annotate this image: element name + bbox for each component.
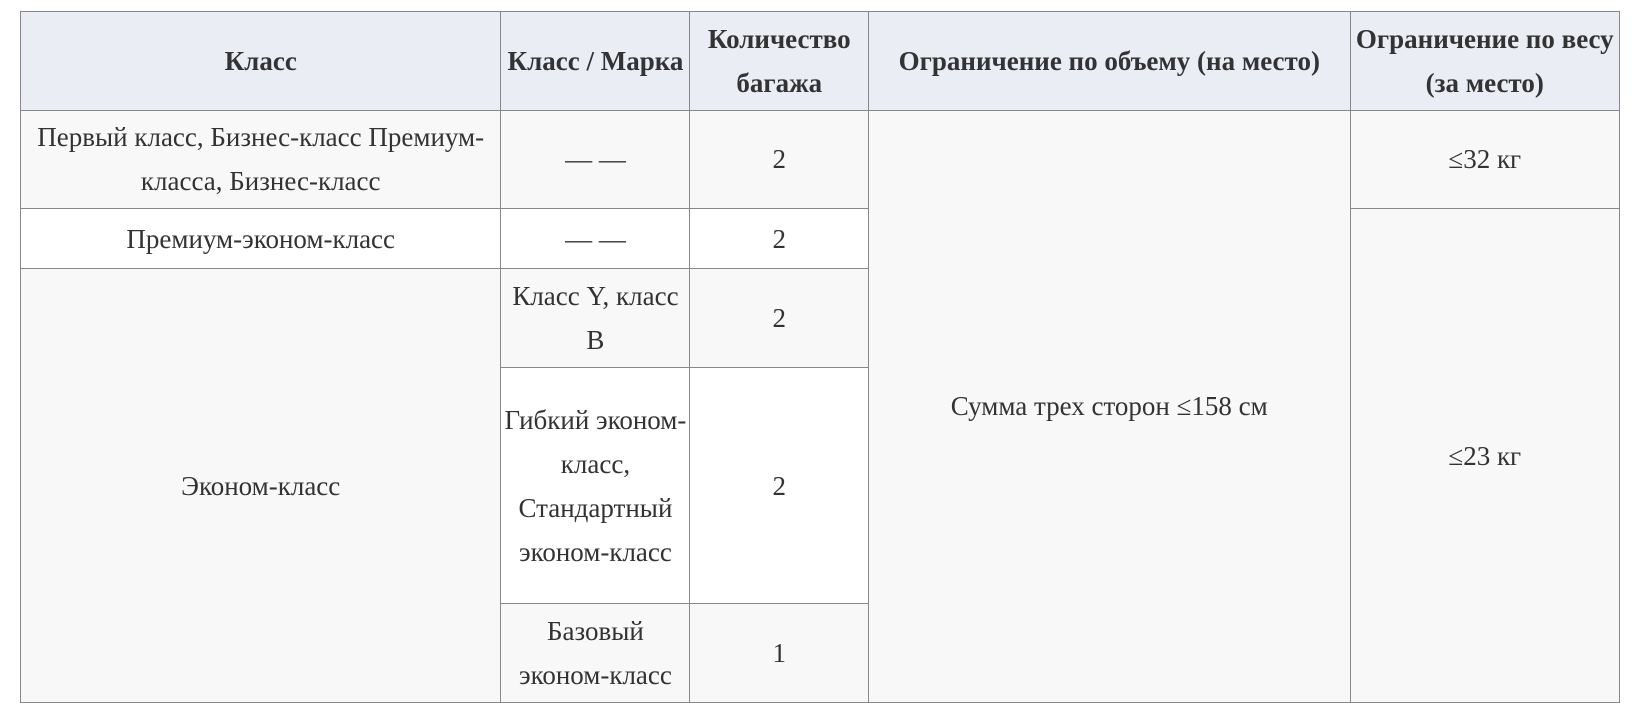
- header-class: Класс: [21, 12, 501, 111]
- header-class-brand: Класс / Марка: [501, 12, 690, 111]
- cell-count: 2: [690, 110, 869, 209]
- cell-count: 2: [690, 209, 869, 269]
- cell-class: Первый класс, Бизнес-класс Премиум-класса, Бизнес-класс: [21, 110, 501, 209]
- cell-weight-limit-premium: ≤32 кг: [1350, 110, 1619, 209]
- cell-weight-limit-other: ≤23 кг: [1350, 209, 1619, 703]
- header-baggage-count: Количество багажа: [690, 12, 869, 111]
- cell-brand: Класс Y, класс B: [501, 269, 690, 368]
- table-row: [21, 209, 1620, 269]
- cell-brand: Базовый эконом-класс: [501, 604, 690, 703]
- table-row: [21, 110, 1620, 209]
- cell-count: 2: [690, 269, 869, 368]
- header-weight-limit: Ограничение по весу (за место): [1350, 12, 1619, 111]
- cell-count: 2: [690, 368, 869, 604]
- cell-brand: Гибкий эконом-класс, Стандартный эконом-класс: [501, 368, 690, 604]
- cell-count: 1: [690, 604, 869, 703]
- header-volume-limit: Ограничение по объему (на место): [869, 12, 1350, 111]
- clipped-heading-fragment: [0, 0, 1638, 6]
- baggage-allowance-table: [20, 11, 1620, 703]
- cell-class: Эконом-класс: [21, 269, 501, 703]
- table-header-row: [21, 12, 1620, 111]
- cell-class: Премиум-эконом-класс: [21, 209, 501, 269]
- cell-volume-limit: Сумма трех сторон ≤158 см: [869, 110, 1350, 702]
- cell-brand: — —: [501, 110, 690, 209]
- cell-brand: — —: [501, 209, 690, 269]
